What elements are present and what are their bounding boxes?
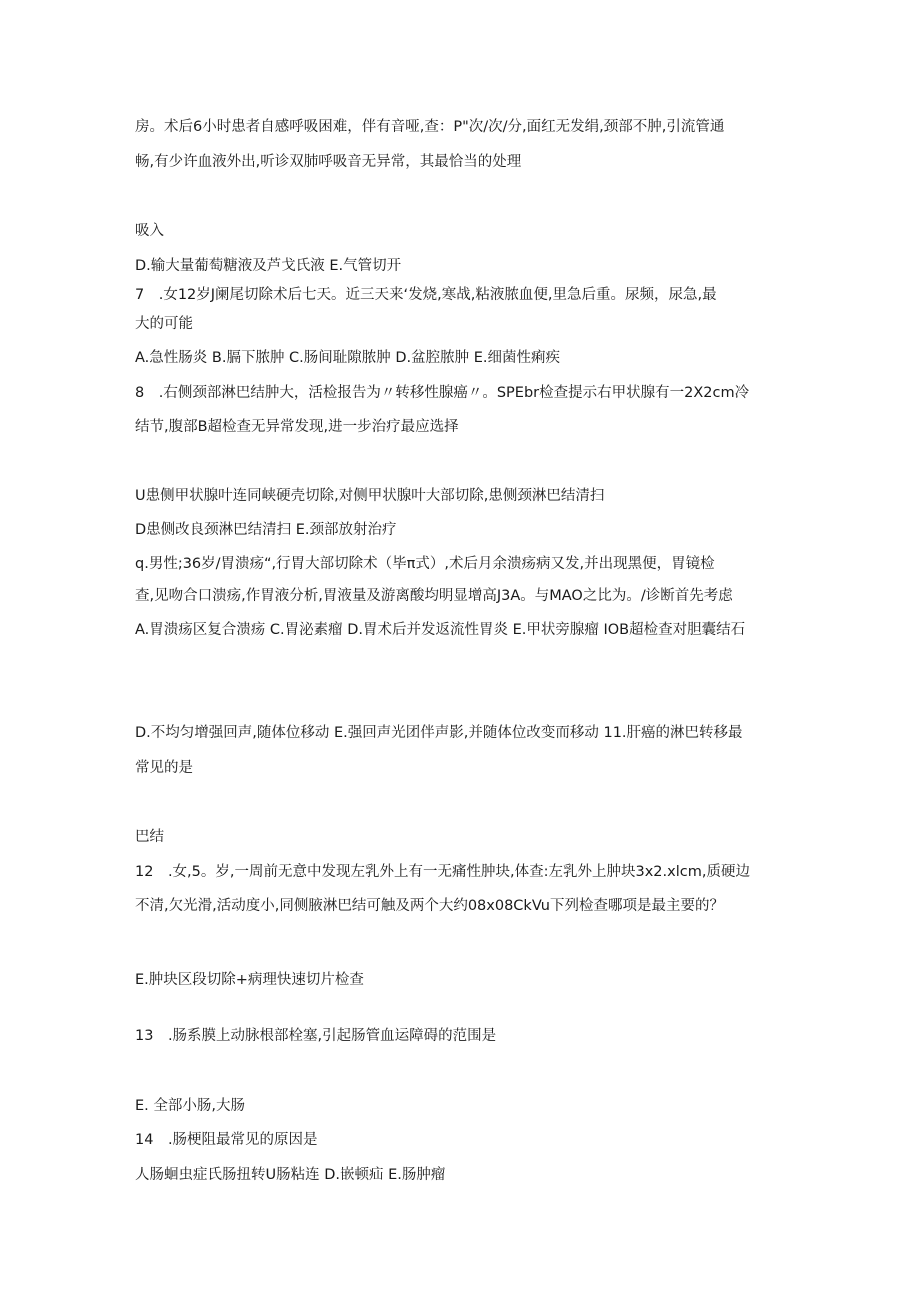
question-14: 14 .肠梗阻最常见的原因是 [135,1132,318,1148]
text-line: U患侧甲状腺叶连同峡硬壳切除,对侧甲状腺叶大部切除,患侧颈淋巴结清扫 [135,488,605,504]
question-12: 12 .女,5。岁,一周前无意中发现左乳外上有一无痛性肿块,体查:左乳外上肿块3x2.xlcm,质硬边 [135,864,750,880]
question-13: 13 .肠系膜上动脉根部栓塞,引起肠管血运障碍的范围是 [135,1028,497,1044]
text-line: 吸入 [135,223,164,239]
text-line: 查,见吻合口溃疡,作胃液分析,胃液量及游离酸均明显增高J3A。与MAO之比为。/诊断首先考虑 [135,588,733,604]
text-line: 巴结 [135,829,164,845]
text-line: 畅,有少许血液外出,听诊双肺呼吸音无异常，其最恰当的处理 [135,154,522,170]
text-line: 大的可能 [135,316,193,332]
question-9: q.男性;36岁/胃溃疡“,行胃大部切除术（毕π式）,术后月余溃疡病又发,并出现黑便，胃镜检 [135,556,715,572]
text-line: D.不均匀增强回声,随体位移动 E.强回声光团伴声影,并随体位改变而移动 11.肝癌的淋巴转移最 [135,725,743,741]
text-line: 房。术后6小时患者自感呼吸困难，伴有音哑,查：P"次/次/分,面红无发绢,颈部不肿,引流管通 [135,119,725,135]
text-line: 人肠蛔虫症氏肠扭转U肠粘连 D.嵌顿疝 E.肠肿瘤 [135,1167,446,1183]
text-line: A.急性肠炎 B.膈下脓肿 C.肠间耻隙脓肿 D.盆腔脓肿 E.细菌性痢疾 [135,350,561,366]
text-line: 常见的是 [135,760,193,776]
text-line: E.肿块区段切除+病理快速切片检查 [135,972,364,988]
text-line: D患侧改良颈淋巴结清扫 E.颈部放射治疗 [135,522,397,538]
question-7: 7 .女12岁J阑尾切除术后七天。近三天来‘发烧,寒战,粘液脓血便,里急后重。尿频，尿急,最 [135,287,717,303]
question-8: 8 .右侧颈部淋巴结肿大，活检报告为〃转移性腺癌〃。SPEbr检查提示右甲状腺有一2X2cm冷 [135,385,750,401]
text-line: 不清,欠光滑,活动度小,同侧腋淋巴结可触及两个大约08x08CkVu下列检查哪项是最主要的？ [135,898,724,914]
text-line: A.胃溃疡区复合溃疡 C.胃泌素瘤 D.胃术后并发返流性胃炎 E.甲状旁腺瘤 IOB超检查对胆囊结石 [135,622,746,638]
text-line: 结节,腹部B超检查无异常发现,进一步治疗最应选择 [135,419,459,435]
text-line: E. 全部小肠,大肠 [135,1098,245,1114]
text-line: D.输大量葡萄糖液及芦戈氏液 E.气管切开 [135,258,402,274]
